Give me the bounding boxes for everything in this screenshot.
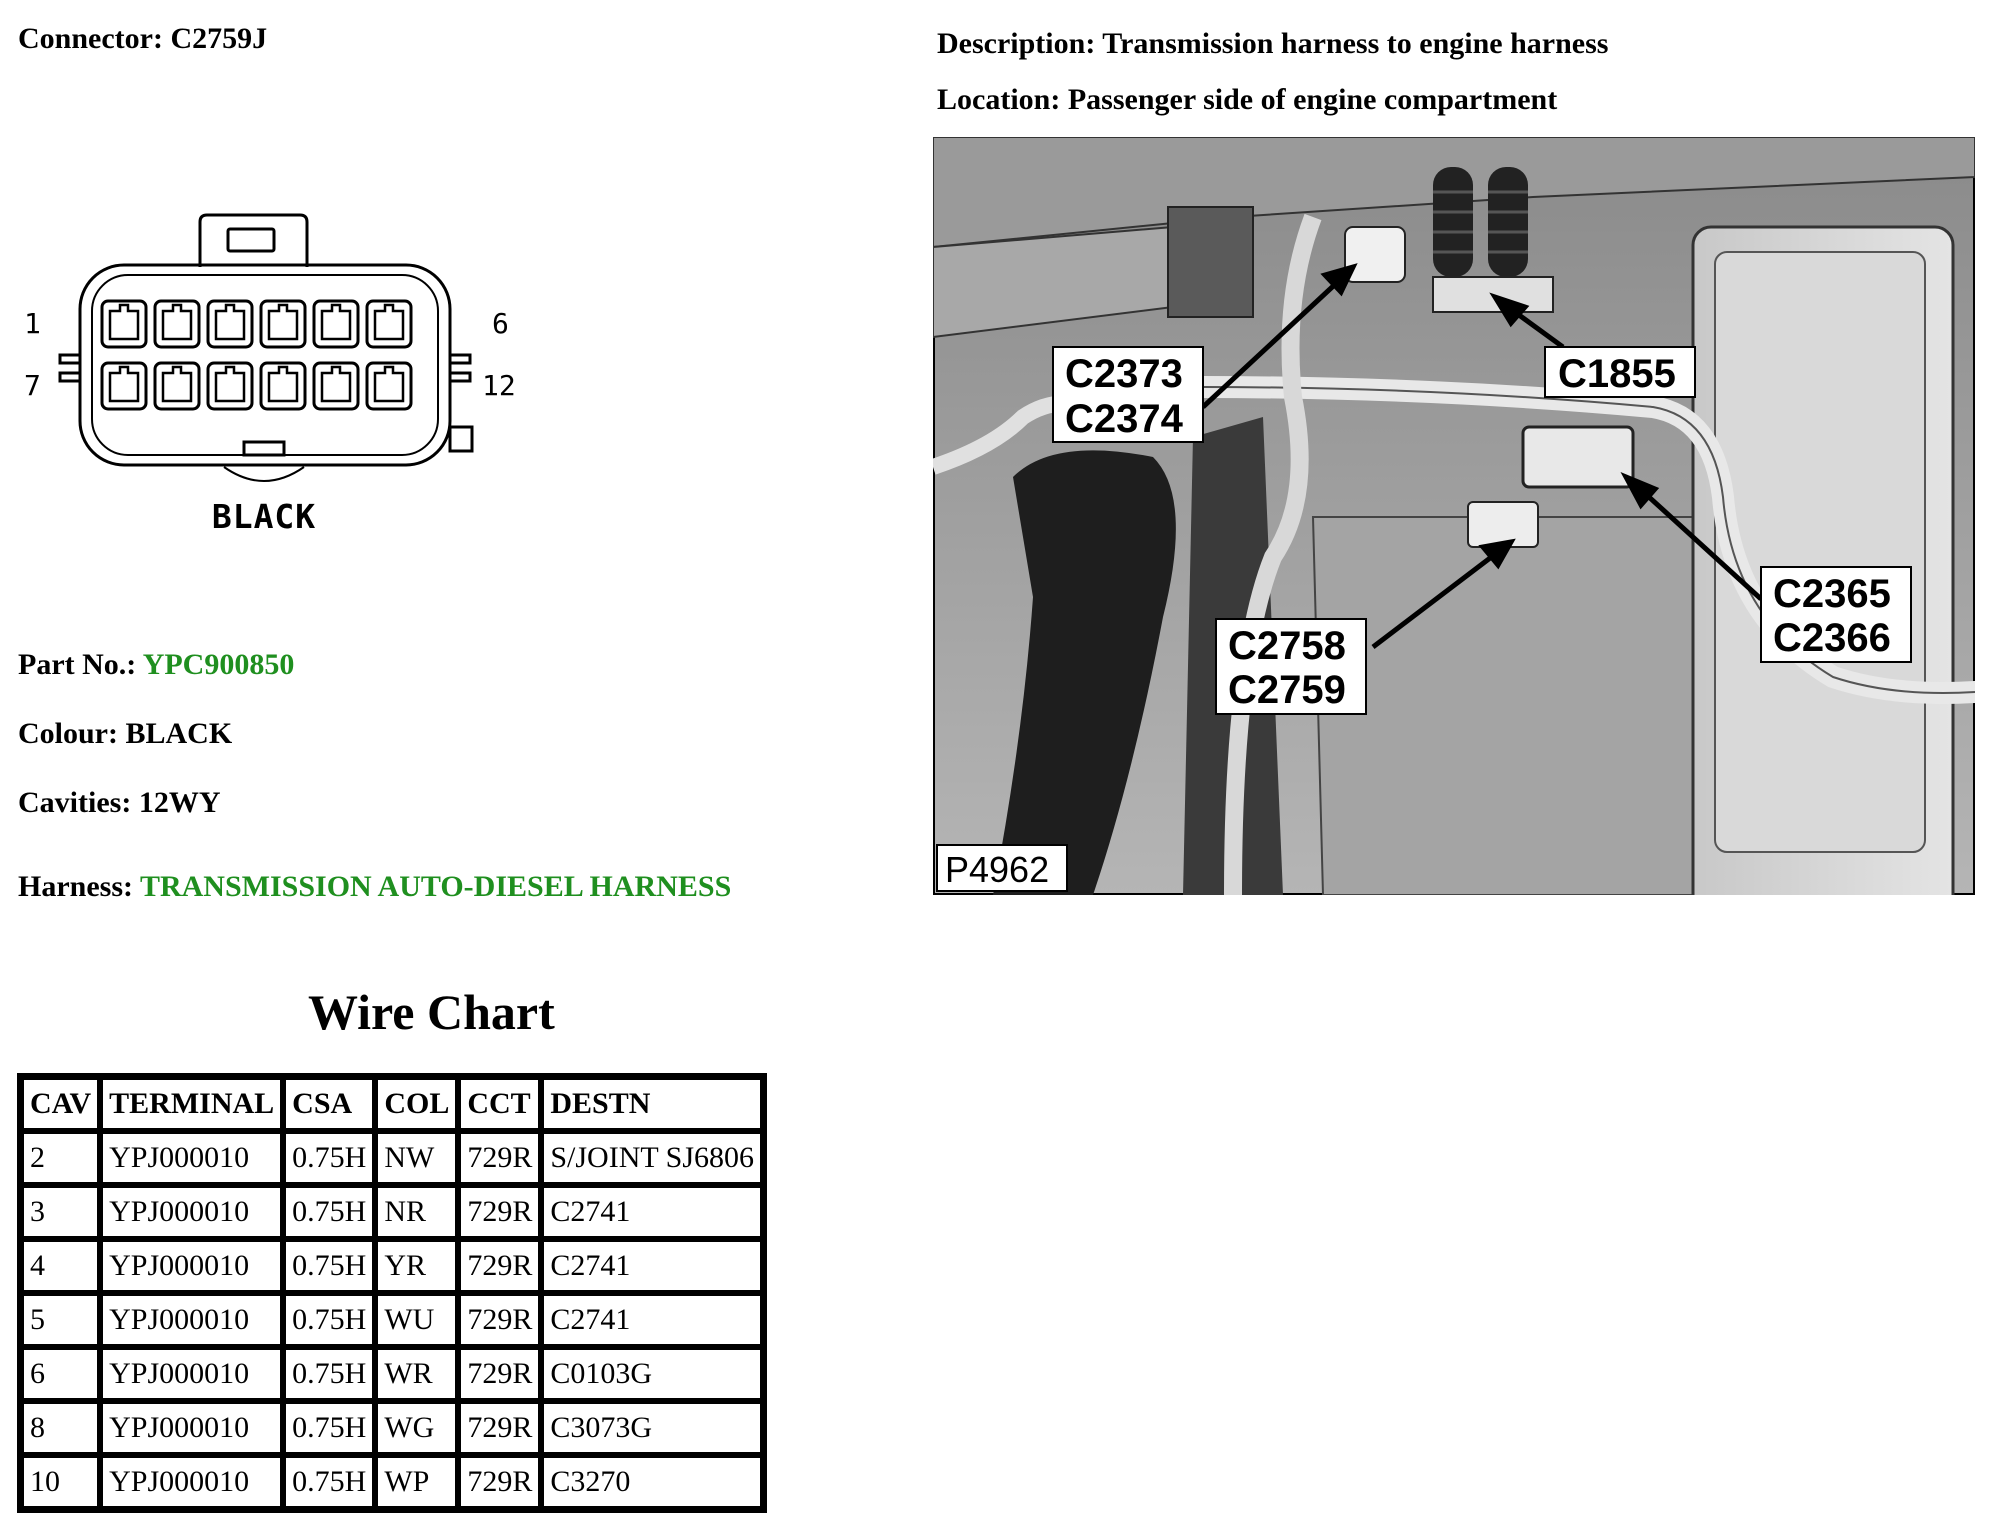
cell-cav: 5 xyxy=(21,1293,100,1347)
connector-face-diagram xyxy=(14,205,534,550)
cell-destn: C2741 xyxy=(541,1239,763,1293)
callout-c2374: C2374 xyxy=(1065,397,1183,441)
cell-destn: C3073G xyxy=(541,1401,763,1455)
description-value: Transmission harness to engine harness xyxy=(1102,27,1609,60)
cavity-2 xyxy=(155,301,199,347)
cell-cct: 729R xyxy=(458,1185,541,1239)
location-line xyxy=(937,83,1557,117)
wire-chart-title: Wire Chart xyxy=(308,984,555,1040)
column-header-col: COL xyxy=(375,1077,458,1131)
cell-destn: C2741 xyxy=(541,1185,763,1239)
cell-terminal: YPJ000010 xyxy=(100,1401,283,1455)
table-row xyxy=(21,1347,763,1401)
column-header-csa: CSA xyxy=(283,1077,375,1131)
cell-cav: 10 xyxy=(21,1455,100,1509)
cell-col: WG xyxy=(375,1401,458,1455)
cell-terminal: YPJ000010 xyxy=(100,1293,283,1347)
pin-label-7: 7 xyxy=(24,369,41,402)
cell-csa: 0.75H xyxy=(283,1347,375,1401)
callout-c1855: C1855 xyxy=(1558,352,1676,396)
harness-label: Harness: xyxy=(18,870,133,903)
pin-label-12: 12 xyxy=(482,369,516,402)
colour-line xyxy=(18,717,232,751)
cell-cav: 8 xyxy=(21,1401,100,1455)
cavity-11 xyxy=(314,363,358,409)
cell-destn: C2741 xyxy=(541,1293,763,1347)
cavity-12 xyxy=(367,363,411,409)
table-row xyxy=(21,1293,763,1347)
cell-destn: S/JOINT SJ6806 xyxy=(541,1131,763,1185)
cell-cav: 2 xyxy=(21,1131,100,1185)
cell-cct: 729R xyxy=(458,1239,541,1293)
cavity-4 xyxy=(261,301,305,347)
cell-col: WR xyxy=(375,1347,458,1401)
corrugated-hose-2 xyxy=(1488,167,1528,277)
cell-csa: 0.75H xyxy=(283,1401,375,1455)
colour-value: BLACK xyxy=(125,717,233,750)
cell-col: WP xyxy=(375,1455,458,1509)
pin-label-1: 1 xyxy=(24,307,41,340)
callout-c2373: C2373 xyxy=(1065,352,1183,396)
harness-line xyxy=(18,870,731,904)
column-header-cct: CCT xyxy=(458,1077,541,1131)
cavity-5 xyxy=(314,301,358,347)
table-body xyxy=(21,1131,763,1509)
column-header-terminal: TERMINAL xyxy=(100,1077,283,1131)
table-row xyxy=(21,1185,763,1239)
left-key-2 xyxy=(60,373,80,381)
cell-csa: 0.75H xyxy=(283,1455,375,1509)
part-no-value[interactable]: YPC900850 xyxy=(142,648,295,681)
cell-csa: 0.75H xyxy=(283,1185,375,1239)
table-row xyxy=(21,1401,763,1455)
column-header-destn: DESTN xyxy=(541,1077,763,1131)
cell-cct: 729R xyxy=(458,1131,541,1185)
right-notch xyxy=(450,427,472,451)
table-header-row xyxy=(21,1077,763,1131)
callout-c2758: C2758 xyxy=(1228,624,1346,668)
connector-colour-caption: BLACK xyxy=(211,497,317,536)
cavities-value: 12WY xyxy=(138,786,221,819)
cavity-9 xyxy=(208,363,252,409)
callout-c2366: C2366 xyxy=(1773,616,1891,660)
connector-id-line xyxy=(18,22,267,56)
cell-csa: 0.75H xyxy=(283,1293,375,1347)
connector-c2365 xyxy=(1523,427,1633,487)
connector-c2758 xyxy=(1468,502,1538,547)
location-label: Location: xyxy=(937,83,1061,116)
cell-destn: C0103G xyxy=(541,1347,763,1401)
table-row xyxy=(21,1131,763,1185)
cavity-10 xyxy=(261,363,305,409)
cavity-7 xyxy=(102,363,146,409)
cell-terminal: YPJ000010 xyxy=(100,1185,283,1239)
relay-module xyxy=(1168,207,1253,317)
column-header-cav: CAV xyxy=(21,1077,100,1131)
cell-cav: 3 xyxy=(21,1185,100,1239)
cell-csa: 0.75H xyxy=(283,1239,375,1293)
bottom-tab xyxy=(244,442,284,455)
description-label: Description: xyxy=(937,27,1096,60)
fuse-box-lid xyxy=(1715,252,1925,852)
connector-c2373 xyxy=(1345,227,1405,282)
left-key xyxy=(60,355,80,363)
cell-cct: 729R xyxy=(458,1293,541,1347)
pin-label-6: 6 xyxy=(492,307,509,340)
cell-col: YR xyxy=(375,1239,458,1293)
colour-label: Colour: xyxy=(18,717,118,750)
latch-tab xyxy=(200,215,307,267)
location-photo xyxy=(933,137,1975,895)
cell-cav: 4 xyxy=(21,1239,100,1293)
cell-col: NR xyxy=(375,1185,458,1239)
right-key-2 xyxy=(450,373,470,381)
photo-ref: P4962 xyxy=(945,849,1050,890)
cell-col: WU xyxy=(375,1293,458,1347)
description-line xyxy=(937,27,1608,61)
callout-c2365: C2365 xyxy=(1773,572,1891,616)
cavity-group xyxy=(102,301,411,409)
latch-window xyxy=(228,229,274,251)
cell-terminal: YPJ000010 xyxy=(100,1131,283,1185)
right-key xyxy=(450,355,470,363)
callout-c2759: C2759 xyxy=(1228,668,1346,712)
bottom-latch-arc xyxy=(224,467,304,481)
wire-chart-table xyxy=(17,1073,767,1513)
cell-terminal: YPJ000010 xyxy=(100,1347,283,1401)
cell-col: NW xyxy=(375,1131,458,1185)
cavity-3 xyxy=(208,301,252,347)
part-no-label: Part No.: xyxy=(18,648,137,681)
cell-cct: 729R xyxy=(458,1401,541,1455)
cavities-line xyxy=(18,786,220,820)
cavity-8 xyxy=(155,363,199,409)
table-row xyxy=(21,1239,763,1293)
part-no-line xyxy=(18,648,294,682)
table-row xyxy=(21,1455,763,1509)
cell-terminal: YPJ000010 xyxy=(100,1239,283,1293)
cavity-1 xyxy=(102,301,146,347)
bay-floor xyxy=(1313,517,1693,895)
cell-cav: 6 xyxy=(21,1347,100,1401)
cell-csa: 0.75H xyxy=(283,1131,375,1185)
connector-label: Connector: xyxy=(18,22,163,55)
cell-cct: 729R xyxy=(458,1455,541,1509)
connector-id: C2759J xyxy=(170,22,268,55)
corrugated-hose-1 xyxy=(1433,167,1473,277)
connector-housing-outer xyxy=(80,265,450,465)
harness-value[interactable]: TRANSMISSION AUTO-DIESEL HARNESS xyxy=(139,870,732,903)
cavities-label: Cavities: xyxy=(18,786,132,819)
cell-destn: C3270 xyxy=(541,1455,763,1509)
location-value: Passenger side of engine compartment xyxy=(1067,83,1558,116)
cell-terminal: YPJ000010 xyxy=(100,1455,283,1509)
cell-cct: 729R xyxy=(458,1347,541,1401)
cavity-6 xyxy=(367,301,411,347)
